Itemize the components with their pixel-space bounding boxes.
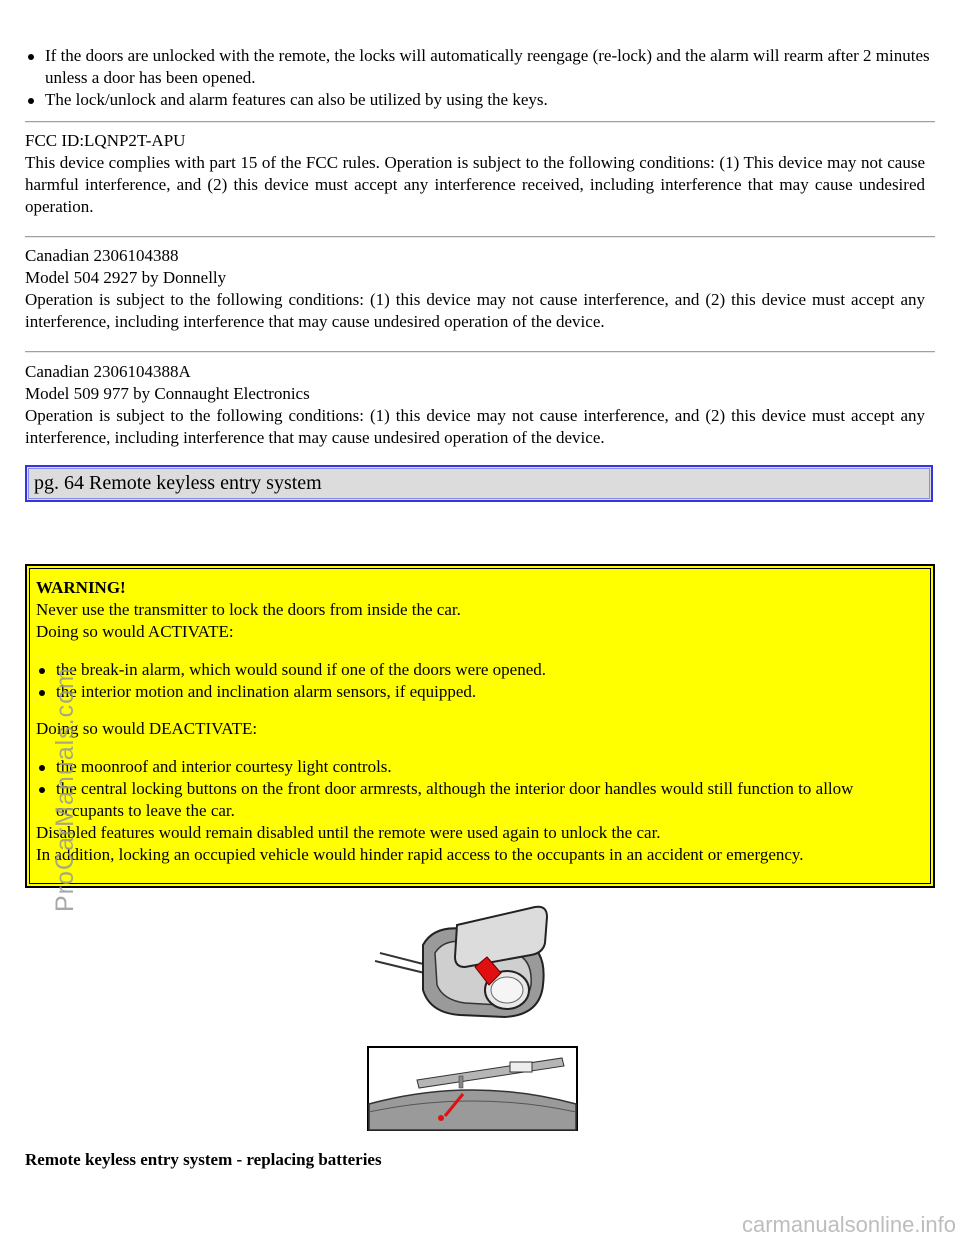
divider bbox=[25, 236, 935, 238]
remote-cover-illustration bbox=[367, 1046, 578, 1131]
divider bbox=[25, 121, 935, 123]
activate-heading: Doing so would ACTIVATE: bbox=[36, 622, 234, 641]
canadian-text: Operation is subject to the following conditions: (1) this device may not cause interference, and (2) this device must accept any interference, including interference that may cause undesired operation of the device. bbox=[25, 290, 925, 331]
canadian-model: Model 504 2927 by Donnelly bbox=[25, 268, 227, 287]
addition-note: In addition, locking an occupied vehicle would hinder rapid access to the occupants in an accident or emergency. bbox=[36, 845, 804, 864]
watermark-text: ProCarManuals.com bbox=[51, 667, 79, 912]
canadian-block-2 bbox=[25, 361, 925, 449]
fcc-block bbox=[25, 130, 925, 218]
canadian-number: Canadian 2306104388 bbox=[25, 246, 179, 265]
list-item: the break-in alarm, which would sound if one of the doors were opened. bbox=[36, 659, 924, 681]
warning-box bbox=[25, 564, 935, 888]
list-item: If the doors are unlocked with the remote, the locks will automatically reengage (re-lock) and the alarm will rearm after 2 minutes unless a door has been opened. bbox=[25, 45, 935, 89]
deactivate-heading: Doing so would DEACTIVATE: bbox=[36, 719, 258, 738]
list-item: The lock/unlock and alarm features can also be utilized by using the keys. bbox=[25, 89, 935, 111]
list-item: the central locking buttons on the front door armrests, although the interior door handles would still function to allow occupants to leave the car. bbox=[36, 778, 916, 822]
fcc-text: This device complies with part 15 of the FCC rules. Operation is subject to the following conditions: (1) This device may not cause harmful interference, and (2) this device must accept any interference received, including interference that may cause undesired operation. bbox=[25, 153, 925, 216]
warning-title: WARNING! bbox=[36, 578, 126, 597]
canadian-model: Model 509 977 by Connaught Electronics bbox=[25, 384, 310, 403]
list-item: the moonroof and interior courtesy light controls. bbox=[36, 756, 916, 778]
section-header bbox=[25, 465, 933, 502]
divider bbox=[25, 351, 935, 353]
activate-list bbox=[36, 659, 924, 703]
warning-line: Never use the transmitter to lock the doors from inside the car. bbox=[36, 600, 461, 619]
fcc-id: FCC ID:LQNP2T-APU bbox=[25, 131, 186, 150]
deactivate-list bbox=[36, 756, 916, 822]
top-bullet-list bbox=[25, 45, 935, 111]
disabled-note: Disabled features would remain disabled until the remote were used again to unlock the car. bbox=[36, 823, 661, 842]
figure-caption: Remote keyless entry system - replacing batteries bbox=[25, 1150, 382, 1169]
section-title: pg. 64 Remote keyless entry system bbox=[28, 468, 930, 499]
canadian-text: Operation is subject to the following conditions: (1) this device may not cause interference, and (2) this device must accept any interference, including interference that may cause undesired operation of the device. bbox=[25, 406, 925, 447]
canadian-block-1 bbox=[25, 245, 925, 333]
remote-battery-illustration bbox=[375, 905, 550, 1030]
list-item: the interior motion and inclination alarm sensors, if equipped. bbox=[36, 681, 924, 703]
canadian-number: Canadian 2306104388A bbox=[25, 362, 191, 381]
footer-watermark: carmanualsonline.info bbox=[741, 1212, 956, 1237]
